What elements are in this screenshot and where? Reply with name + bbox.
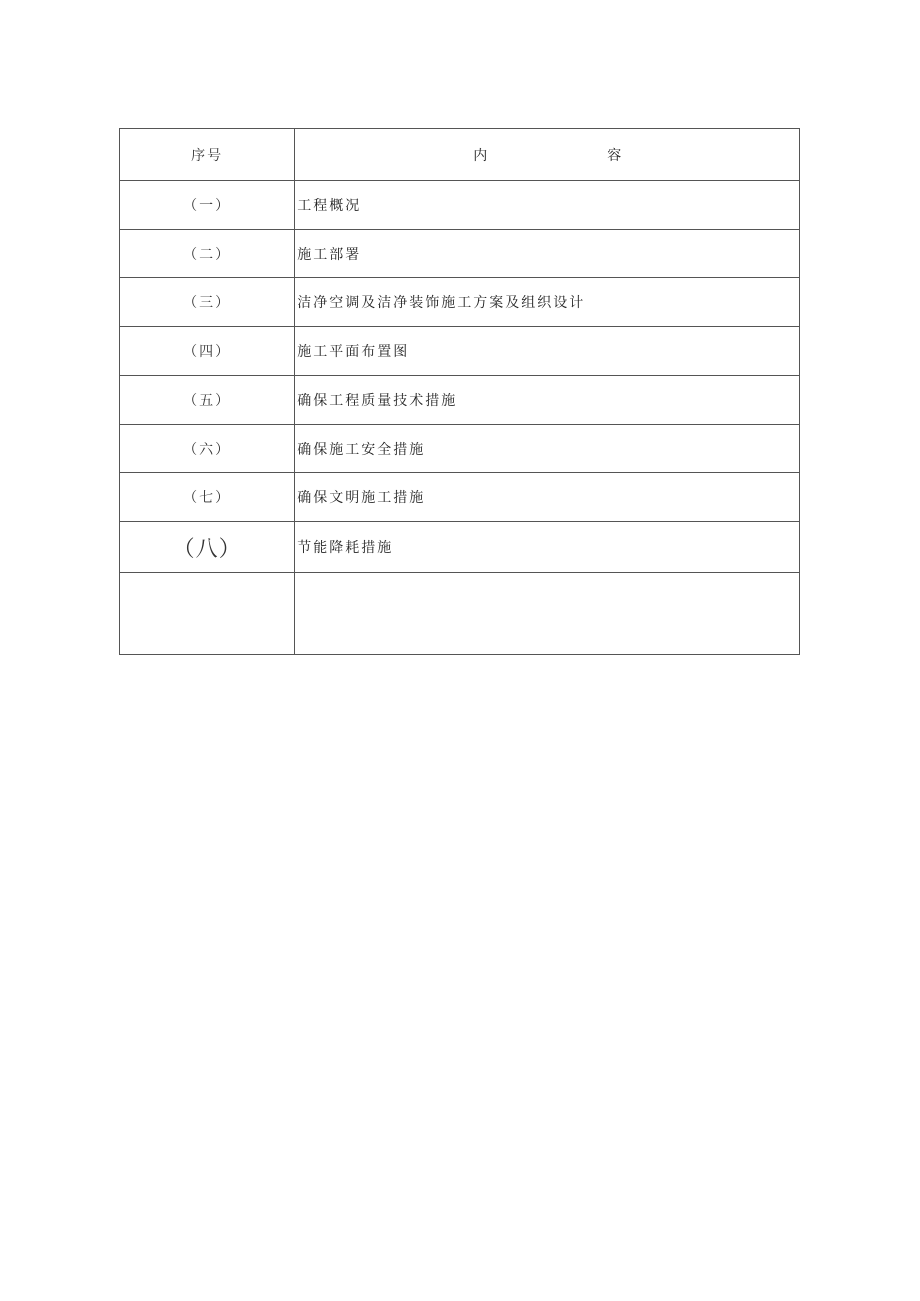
table-row [120, 278, 800, 327]
table-row [120, 327, 800, 376]
header-content-cell [295, 129, 800, 181]
row-content: 施工部署 [295, 230, 800, 278]
row-content: 施工平面布置图 [295, 327, 800, 376]
row-number: （一） [120, 181, 295, 230]
table-row [120, 425, 800, 473]
row-content: 确保文明施工措施 [295, 473, 800, 522]
row-number: （五） [120, 376, 295, 425]
table-row [120, 522, 800, 573]
row-number [120, 573, 295, 655]
header-content-char-2: 容 [607, 147, 624, 164]
row-content: 工程概况 [295, 181, 800, 230]
row-content: 确保工程质量技术措施 [295, 376, 800, 425]
contents-table [119, 128, 800, 655]
header-content-char-1: 内 [473, 147, 490, 164]
row-number: （六） [120, 425, 295, 473]
table-row [120, 181, 800, 230]
header-number-cell: 序号 [120, 129, 295, 181]
table-row [120, 230, 800, 278]
row-content: 节能降耗措施 [295, 522, 800, 573]
row-number: （三） [120, 278, 295, 327]
row-number: （二） [120, 230, 295, 278]
table-row-empty [120, 573, 800, 655]
row-content: 确保施工安全措施 [295, 425, 800, 473]
row-number: （七） [120, 473, 295, 522]
table-row [120, 376, 800, 425]
row-content [295, 573, 800, 655]
table-row [120, 473, 800, 522]
table-header-row [120, 129, 800, 181]
row-number: （四） [120, 327, 295, 376]
row-content: 洁净空调及洁净装饰施工方案及组织设计 [295, 278, 800, 327]
row-number: （八） [120, 522, 295, 573]
